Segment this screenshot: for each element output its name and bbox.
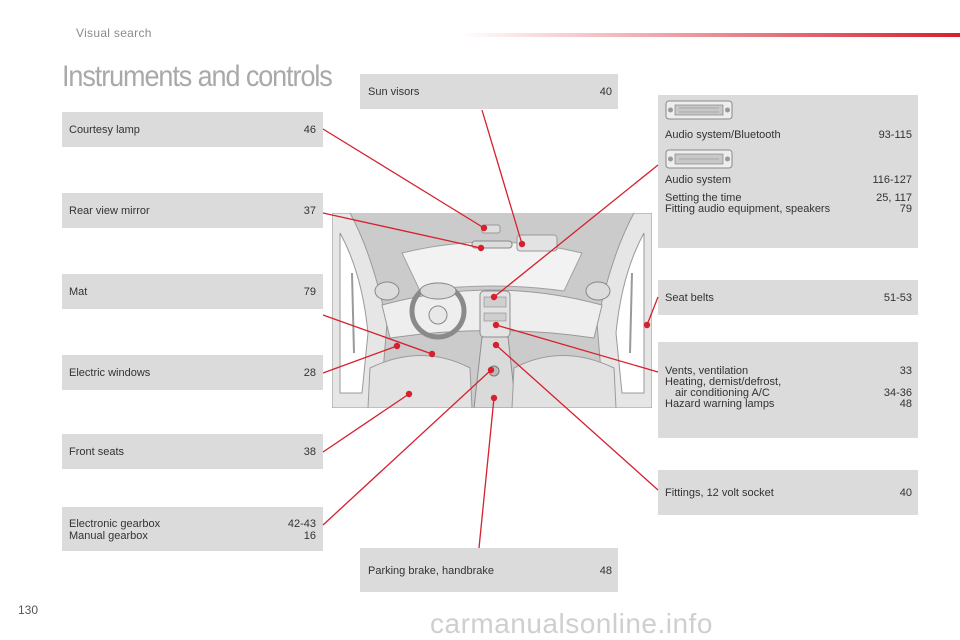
callout-line-electric-windows xyxy=(323,346,397,373)
item-label: Seat belts xyxy=(665,292,714,304)
callout-dot xyxy=(429,351,435,357)
item-page: 48 xyxy=(599,565,612,577)
page-number: 130 xyxy=(18,603,39,617)
item-page: 48 xyxy=(899,398,912,410)
section-label: Visual search xyxy=(76,26,152,40)
item-label: Audio system xyxy=(665,174,732,186)
callout-line-fittings xyxy=(496,345,658,490)
item-label: Manual gearbox xyxy=(69,530,148,542)
item-page: 25, 117 xyxy=(876,192,912,204)
callout-line-front-seats xyxy=(323,394,409,452)
callout-line-sun-visors xyxy=(482,110,522,244)
item-page: 28 xyxy=(303,367,316,379)
callout-dot xyxy=(481,225,487,231)
callout-line-courtesy-lamp xyxy=(323,129,484,228)
item-label: Courtesy lamp xyxy=(69,124,140,136)
item-page: 46 xyxy=(303,124,316,136)
item-label: Vents, ventilation xyxy=(665,365,749,377)
callout-line-parking-brake xyxy=(479,398,494,548)
callout-dot xyxy=(478,245,484,251)
callout-dot xyxy=(406,391,412,397)
callout-dot xyxy=(519,241,525,247)
callout-dot xyxy=(493,342,499,348)
item-page: 42-43 xyxy=(287,518,316,530)
callout-dot xyxy=(644,322,650,328)
item-label: Electric windows xyxy=(69,367,151,379)
item-label: Audio system/Bluetooth xyxy=(665,129,781,141)
item-page: 40 xyxy=(599,86,612,98)
page-title: Instruments and controls xyxy=(62,60,332,93)
item-page: 34-36 xyxy=(883,387,912,399)
item-label: Sun visors xyxy=(368,86,420,98)
item-label: Fitting audio equipment, speakers xyxy=(665,203,831,215)
callout-line-vents xyxy=(496,325,658,372)
watermark: carmanualsonline.info xyxy=(430,608,713,639)
item-label: Mat xyxy=(69,286,88,298)
callout-dot xyxy=(394,343,400,349)
item-page: 16 xyxy=(303,530,316,542)
item-label: Hazard warning lamps xyxy=(665,398,775,410)
callout-dot xyxy=(491,294,497,300)
item-page: 116-127 xyxy=(872,174,912,186)
item-label: air conditioning A/C xyxy=(675,387,770,399)
item-page: 79 xyxy=(899,203,912,215)
item-page: 40 xyxy=(899,487,912,499)
item-page: 93-115 xyxy=(878,129,912,141)
item-page: 51-53 xyxy=(883,292,912,304)
item-label: Front seats xyxy=(69,446,125,458)
item-label: Electronic gearbox xyxy=(69,518,161,530)
item-page: 33 xyxy=(899,365,912,377)
item-label: Rear view mirror xyxy=(69,205,150,217)
callout-line-mat xyxy=(323,315,432,354)
callout-dot xyxy=(488,367,494,373)
callout-line-rear-view-mirror xyxy=(323,213,481,248)
item-page: 37 xyxy=(303,205,316,217)
callout-dot xyxy=(493,322,499,328)
item-label: Heating, demist/defrost, xyxy=(665,376,782,388)
item-page: 79 xyxy=(303,286,316,298)
item-label: Parking brake, handbrake xyxy=(368,565,494,577)
item-label: Fittings, 12 volt socket xyxy=(665,487,774,499)
callout-dot xyxy=(491,395,497,401)
item-label: Setting the time xyxy=(665,192,742,204)
callout-line-seat-belts xyxy=(647,297,658,325)
item-page: 38 xyxy=(303,446,316,458)
